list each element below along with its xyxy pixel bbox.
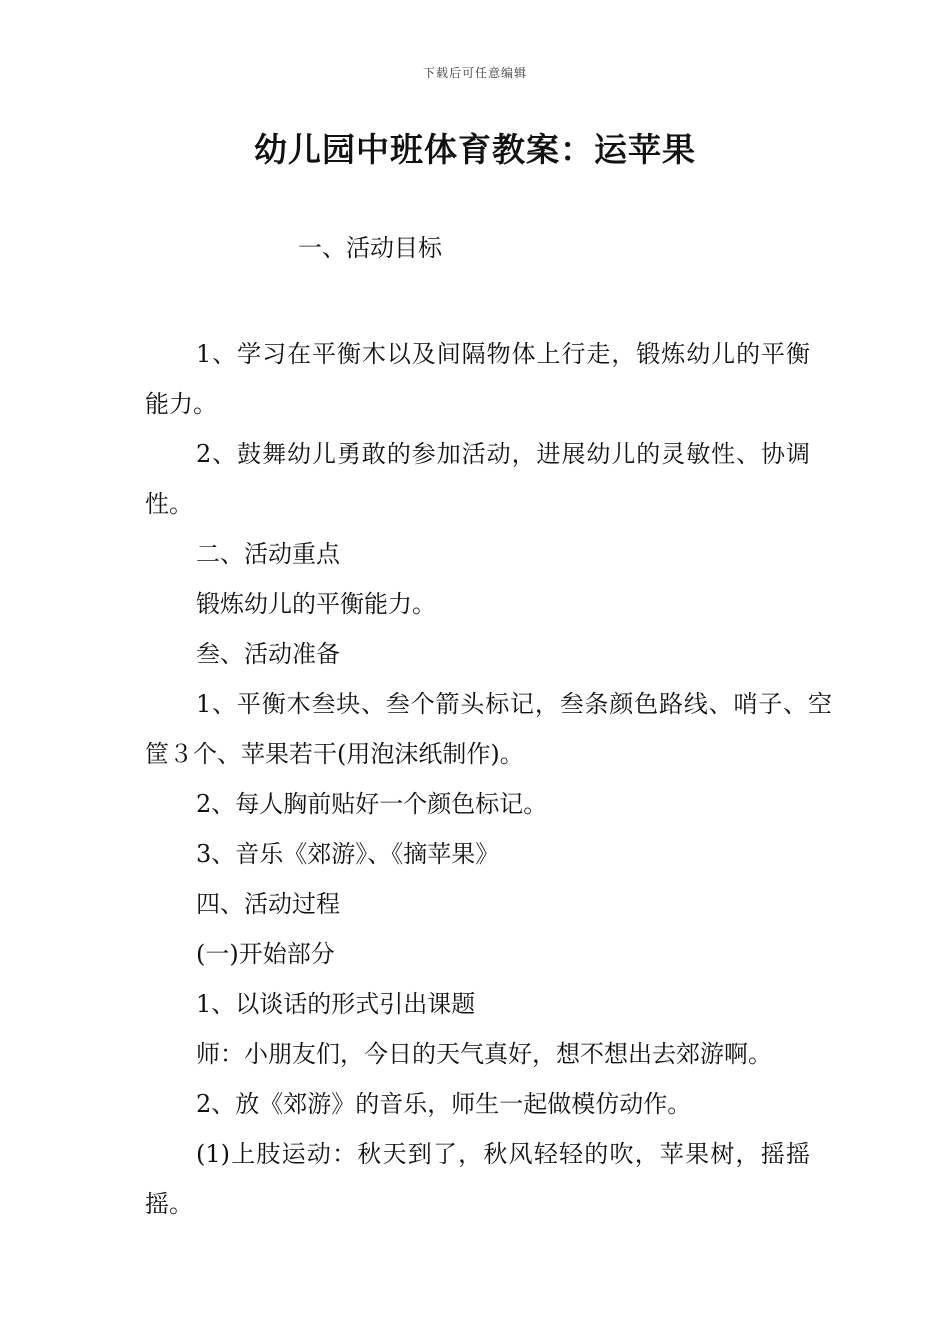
paragraph-prep-2: 2、每人胸前贴好一个颜色标记。: [196, 790, 548, 818]
section-heading-focus: 二、活动重点: [196, 540, 340, 568]
paragraph-process-1: 1、以谈话的形式引出课题: [196, 990, 476, 1018]
paragraph-goal-2: 2、鼓舞幼儿勇敢的参加活动，进展幼儿的灵敏性、协调性。: [145, 440, 810, 518]
paragraph-upper-limb: (1)上肢运动：秋天到了，秋风轻轻的吹，苹果树，摇摇摇。: [145, 1140, 810, 1218]
paragraph-focus: 锻炼幼儿的平衡能力。: [196, 590, 436, 618]
document-body: [145, 329, 832, 1229]
paragraph-goal-1: 1、学习在平衡木以及间隔物体上行走，锻炼幼儿的平衡能力。: [145, 340, 810, 418]
paragraph-prep-1: 1、平衡木叁块、叁个箭头标记，叁条颜色路线、哨子、空筐３个、苹果若干(用泡沫纸制作)。: [145, 690, 832, 768]
section-heading-preparation: 叁、活动准备: [196, 640, 340, 668]
paragraph-process-2: 2、放《郊游》的音乐，师生一起做模仿动作。: [196, 1090, 692, 1118]
paragraph-teacher-dialogue: 师：小朋友们，今日的天气真好，想不想出去郊游啊。: [196, 1040, 772, 1068]
header-note: 下载后可任意编辑: [422, 66, 527, 80]
section-heading-process: 四、活动过程: [196, 890, 340, 918]
paragraph-prep-3: 3、音乐《郊游》、《摘苹果》: [196, 840, 500, 868]
section-heading-goals: 一、活动目标: [298, 234, 442, 262]
document-title: 幼儿园中班体育教案：运苹果: [254, 130, 696, 169]
subsection-heading-start: (一)开始部分: [196, 940, 335, 968]
